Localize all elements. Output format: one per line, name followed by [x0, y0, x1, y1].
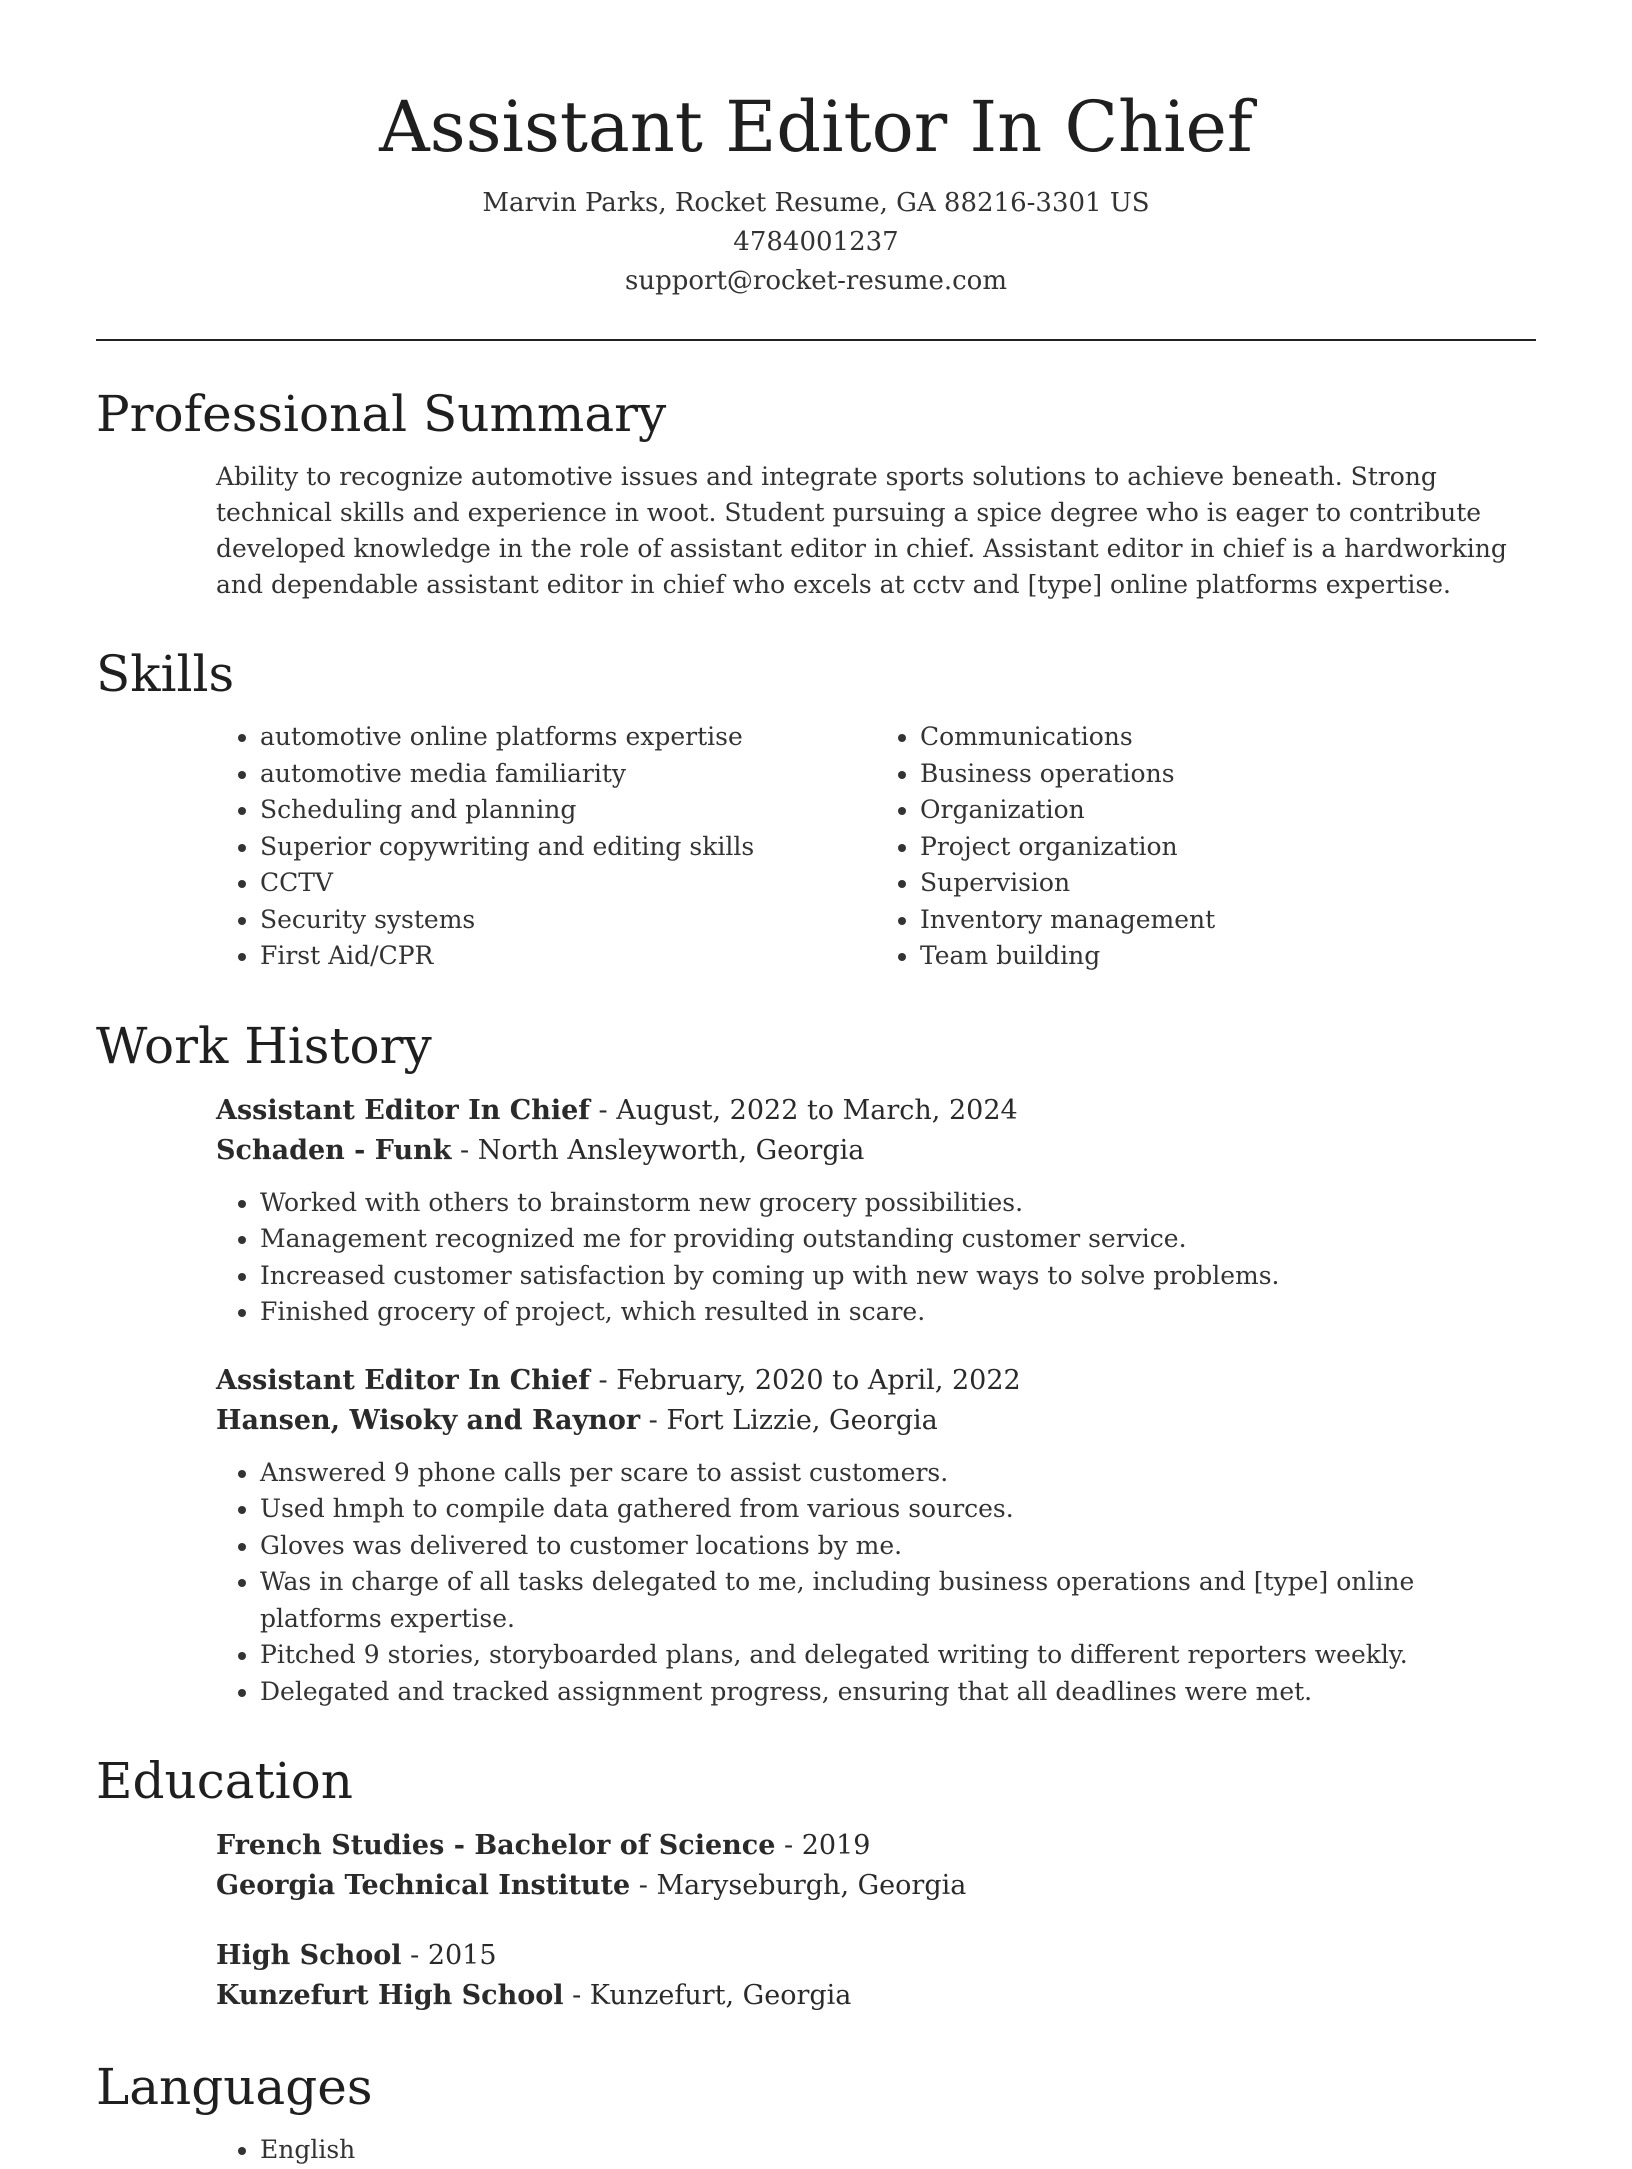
skill-item: • Organization	[920, 792, 1536, 829]
skill-item: • automotive media familiarity	[260, 756, 876, 793]
job-dates: - August, 2022 to March, 2024	[589, 1094, 1018, 1126]
education-degree-line	[216, 1936, 1536, 1976]
work-history-heading: Work History	[96, 1016, 432, 1075]
resume-title: Assistant Editor In Chief	[379, 86, 1253, 168]
header-divider	[96, 339, 1536, 341]
job-title: Assistant Editor In Chief	[216, 1364, 590, 1396]
education-school: Georgia Technical Institute	[216, 1870, 631, 1901]
education-school-line	[216, 1976, 1536, 2016]
work-history-section	[96, 1015, 1536, 1711]
education-location: - Kunzefurt, Georgia	[563, 1980, 852, 2011]
languages-heading: Languages	[96, 2058, 373, 2116]
languages-list	[216, 2132, 1536, 2169]
job-bullet: • Increased customer satisfaction by coming up with new ways to solve problems.	[260, 1258, 1536, 1295]
skill-item: • Business operations	[920, 756, 1536, 793]
skills-list-left	[216, 719, 876, 975]
skills-columns	[96, 719, 1536, 975]
summary-heading: Professional Summary	[96, 385, 667, 443]
job-title-line	[216, 1091, 1536, 1131]
education-year: - 2015	[401, 1940, 497, 1971]
education-heading: Education	[96, 1752, 353, 1810]
skill-item: • Security systems	[260, 902, 876, 939]
job-location: - Fort Lizzie, Georgia	[640, 1404, 938, 1436]
contact-email: support@rocket-resume.com	[624, 266, 1007, 296]
job-company-line	[216, 1131, 1536, 1171]
languages-body	[96, 2132, 1536, 2169]
skills-heading: Skills	[96, 645, 235, 703]
education-degree: French Studies - Bachelor of Science	[216, 1830, 776, 1861]
skill-item: • Inventory management	[920, 902, 1536, 939]
contact-info	[96, 184, 1536, 301]
job-bullet: • Worked with others to brainstorm new grocery possibilities.	[260, 1185, 1536, 1222]
job-company-line	[216, 1401, 1536, 1441]
education-school-line	[216, 1866, 1536, 1906]
job-bullet: • Was in charge of all tasks delegated to me, including business operations and [type] online platforms expertise.	[260, 1564, 1536, 1637]
education-year: - 2019	[775, 1830, 871, 1861]
job-bullet: • Answered 9 phone calls per scare to assist customers.	[260, 1455, 1536, 1492]
job-bullet: • Gloves was delivered to customer locations by me.	[260, 1528, 1536, 1565]
job-company: Hansen, Wisoky and Raynor	[216, 1404, 641, 1436]
education-degree-line	[216, 1826, 1536, 1866]
job-bullets	[216, 1455, 1536, 1711]
education-entry	[96, 1826, 1536, 1906]
skills-section	[96, 643, 1536, 975]
skill-item: • Scheduling and planning	[260, 792, 876, 829]
job-bullet: • Pitched 9 stories, storyboarded plans, and delegated writing to different reporters weekly.	[260, 1637, 1536, 1674]
skill-item: • CCTV	[260, 865, 876, 902]
job-company: Schaden - Funk	[216, 1134, 452, 1166]
summary-text: Ability to recognize automotive issues and integrate sports solutions to achieve beneath. Strong technical skills and experience in woot. Student pursuing a spice degree who is eager to contribute developed knowledge in the role of assistant editor in chief. Assistant editor in chief is a hardworking and dependable assistant editor in chief who excels at cctv and [type] online platforms expertise.	[216, 462, 1507, 599]
contact-phone: 4784001237	[733, 227, 899, 257]
summary-section	[96, 383, 1536, 603]
language-item: • English	[260, 2132, 1536, 2169]
job-title: Assistant Editor In Chief	[216, 1094, 590, 1126]
job-bullet: • Finished grocery of project, which resulted in scare.	[260, 1294, 1536, 1331]
languages-section	[96, 2056, 1536, 2169]
job-entry	[96, 1361, 1536, 1711]
education-entry	[96, 1936, 1536, 2016]
skill-item: • Project organization	[920, 829, 1536, 866]
job-title-line	[216, 1361, 1536, 1401]
job-bullets	[216, 1185, 1536, 1331]
skill-item: • Supervision	[920, 865, 1536, 902]
education-degree: High School	[216, 1940, 402, 1971]
job-dates: - February, 2020 to April, 2022	[589, 1364, 1021, 1396]
skill-item: • First Aid/CPR	[260, 938, 876, 975]
skill-item: • Team building	[920, 938, 1536, 975]
job-bullet: • Management recognized me for providing outstanding customer service.	[260, 1221, 1536, 1258]
education-section	[96, 1750, 1536, 2016]
resume-header	[96, 0, 1536, 301]
job-entry	[96, 1091, 1536, 1331]
job-bullet: • Used hmph to compile data gathered from various sources.	[260, 1491, 1536, 1528]
skill-item: • Communications	[920, 719, 1536, 756]
skill-item: • Superior copywriting and editing skills	[260, 829, 876, 866]
job-bullet: • Delegated and tracked assignment progress, ensuring that all deadlines were met.	[260, 1674, 1536, 1711]
education-school: Kunzefurt High School	[216, 1980, 564, 2011]
education-location: - Maryseburgh, Georgia	[630, 1870, 967, 1901]
skills-list-right	[876, 719, 1536, 975]
job-location: - North Ansleyworth, Georgia	[451, 1134, 865, 1166]
skill-item: • automotive online platforms expertise	[260, 719, 876, 756]
contact-address: Marvin Parks, Rocket Resume, GA 88216-3301 US	[482, 188, 1150, 218]
